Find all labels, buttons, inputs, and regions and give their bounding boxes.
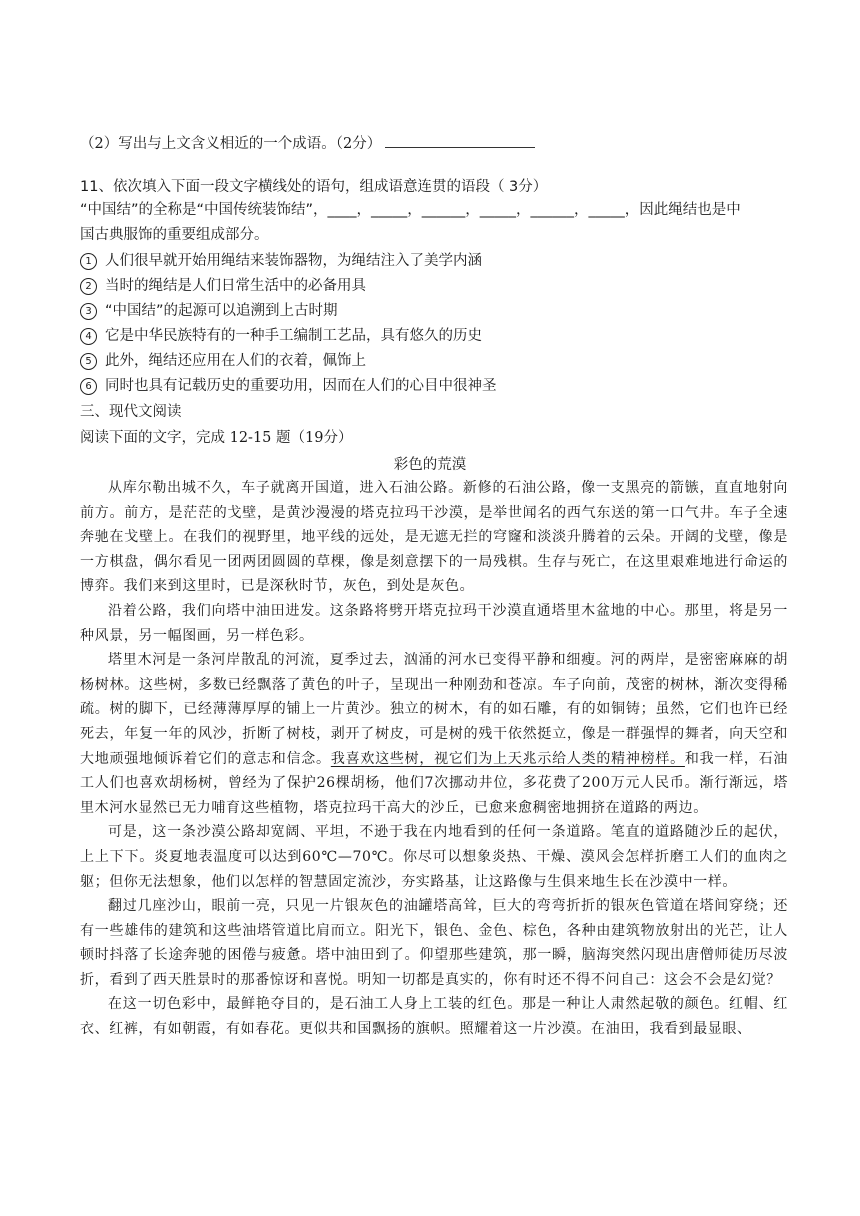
option-6-mark: 6 [80,378,97,395]
paragraph-4: 可是，这一条沙漠公路却宽阔、平坦，不逊于我在内地看到的任何一条道路。笔直的道路随沙丘的起伏，上上下下。炎夏地表温度可以达到60℃—70℃。你尽可以想象炎热、干燥、漠风会怎样折磨工人们的血肉之躯；但你无法想象，他们以怎样的智慧固定流沙，夯实路基，让这路像与生俱来地生长在沙漠中一样。 [80,824,788,890]
option-2-mark: 2 [80,278,97,295]
passage-body [80,476,788,1042]
question-10-sub2-text: （2）写出与上文含义相近的一个成语。（2分） [80,136,382,152]
question-11-sentence-line1: “中国结”的全称是“中国传统装饰结”，____，_____，______，_____，______，_____，因此绳结也是中 [80,202,741,218]
section-heading: 三、现代文阅读 [80,404,182,420]
paragraph-5: 翻过几座沙山，眼前一亮，只见一片银灰色的油罐塔高耸，巨大的弯弯折折的银灰色管道在塔间穿绕；还有一些雄伟的建筑和这些油塔管道比肩而立。阳光下，银色、金色、棕色，各种由建筑物放射出的光芒，让人顿时抖落了长途奔驰的困倦与疲惫。塔中油田到了。仰望那些建筑，那一瞬，脑海突然闪现出唐僧师徒历尽波折，看到了西天胜景时的那番惊讶和喜悦。明知一切都是真实的，你有时还不得不问自己：这会不会是幻觉？ [80,898,788,988]
reading-instruction: 阅读下面的文字，完成 12-15 题（19分） [80,430,353,446]
question-11-sentence-line2: 国古典服饰的重要组成部分。 [80,227,269,243]
option-4-mark: 4 [80,328,97,345]
option-5-mark: 5 [80,353,97,370]
underlined-sentence: 我喜欢这些树，视它们为上天兆示给人类的精神榜样。 [330,750,685,767]
paragraph-1: 从库尔勒出城不久，车子就离开国道，进入石油公路。新修的石油公路，像一支黑亮的箭镞，直直地射向前方。前方，是茫茫的戈壁，是黄沙漫漫的塔克拉玛干沙漠，是举世闻名的西气东送的第一口气井。车子全速奔驰在戈壁上。在我们的视野里，地平线的远处，是无遮无拦的穹窿和淡淡升腾着的云朵。开阔的戈壁，像是一方棋盘，偶尔看见一团两团圆圆的草棵，像是刻意摆下的一局残棋。生存与死亡，在这里艰难地进行命运的博弈。我们来到这里时，已是深秋时节，灰色，到处是灰色。 [80,480,788,595]
option-1-mark: 1 [80,253,97,270]
option-6: 6 同时也具有记载历史的重要功用，因而在人们的心目中很神圣 [80,375,497,397]
option-3-mark: 3 [80,303,97,320]
question-10-sub2 [80,133,535,155]
answer-blank [385,133,535,148]
option-4: 4 它是中华民族特有的一种手工编制工艺品，具有悠久的历史 [80,325,482,347]
option-3: 3 “中国结”的起源可以追溯到上古时期 [80,300,338,322]
paragraph-6: 在这一切色彩中，最鲜艳夺目的，是石油工人身上工装的红色。那是一种让人肃然起敬的颜色。红帽、红衣、红裤，有如朝霞，有如春花。更似共和国飘扬的旗帜。照耀着这一片沙漠。在油田，我看到最显眼、 [80,996,788,1038]
passage-title: 彩色的荒漠 [393,457,467,473]
paragraph-3: 塔里木河是一条河岸散乱的河流，夏季过去，汹涌的河水已变得平静和细瘦。河的两岸，是密密麻麻的胡杨树林。这些树，多数已经飘落了黄色的叶子，呈现出一种刚劲和苍凉。车子向前，茂密的树林，渐次变得稀疏。树的脚下，已经薄薄厚厚的铺上一片黄沙。独立的树木，有的如石雕，有的如铜铸；虽然，它们也许已经死去，年复一年的风沙，折断了树枝，剥开了树皮，可是树的残干依然挺立，像是一群强悍的舞者，向天空和大地顽强地倾诉着它们的意志和信念。我喜欢这些树，视它们为上天兆示给人类的精神榜样。和我一样，石油工人们也喜欢胡杨树，曾经为了保护26棵胡杨，他们7次挪动井位，多花费了200万元人民币。渐行渐远，塔里木河水显然已无力哺育这些植物，塔克拉玛干高大的沙丘，已愈来愈稠密地拥挤在道路的两边。 [80,652,789,816]
paragraph-2: 沿着公路，我们向塔中油田进发。这条路将劈开塔克拉玛干沙漠直通塔里木盆地的中心。那里，将是另一种风景，另一幅图画，另一样色彩。 [80,602,788,644]
question-11-prompt: 11、依次填入下面一段文字横线处的语句，组成语意连贯的语段（ 3分） [80,179,548,195]
option-1: 1 人们很早就开始用绳结来装饰器物，为绳结注入了美学内涵 [80,250,482,272]
option-5: 5 此外，绳结还应用在人们的衣着，佩饰上 [80,350,366,372]
option-2: 2 当时的绳结是人们日常生活中的必备用具 [80,275,366,297]
